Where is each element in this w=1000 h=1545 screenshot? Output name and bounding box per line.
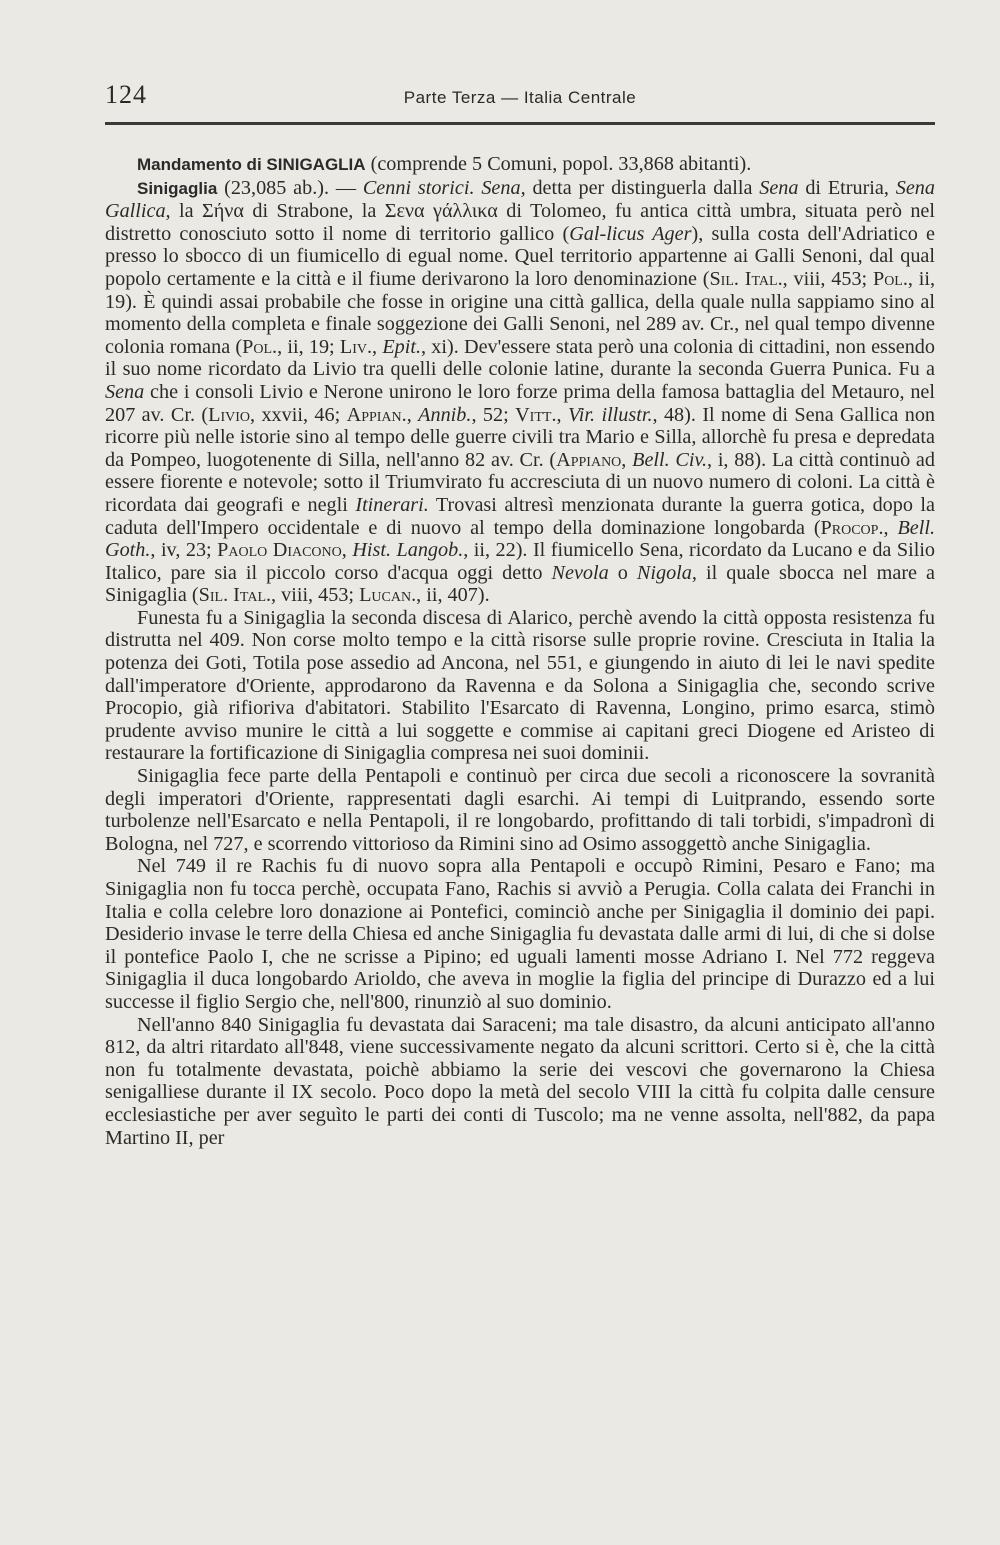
paragraph-rachis: Nel 749 il re Rachis fu di nuovo sopra alla Pentapoli e occupò Rimini, Pesaro e Fano; ma Sinigaglia non fu tocca perchè, occupata Fano, Rachis si avviò a Perugia. Colla calata dei Franchi in Italia e colla celebre loro donazione ai Pontefici, cominciò anche per Sinigaglia il dominio dei papi. Desiderio invase le terre della Chiesa ed anche Sinigaglia fu devastata dalle armi di lui, di che si dolse il pontefice Paolo I, che ne scrisse a Pipino; ed uguali lamenti mosse Adriano I. Nel 772 reggeva Sinigaglia il duca longobardo Arioldo, che aveva in moglie la figlia del principe di Durazzo ed a lui successe il figlio Sergio che, nell'800, rinunziò al suo dominio.: [105, 855, 935, 1013]
section-heading-paragraph: Mandamento di SINIGAGLIA (comprende 5 Comuni, popol. 33,868 abitanti).: [137, 153, 752, 175]
header-rule: [105, 122, 935, 125]
section-heading: Mandamento di SINIGAGLIA: [137, 155, 366, 174]
running-title: Parte Terza — Italia Centrale: [403, 88, 637, 107]
paragraph-pentapoli: Sinigaglia fece parte della Pentapoli e continuò per circa due secoli a riconoscere la sovranità degli imperatori d'Oriente, rappresentati dagli esarchi. Ai tempi di Luitprando, essendo sorte turbolenze nell'Esarcato e nella Pentapoli, il re longobardo, profittando di tali torbidi, s'impadronì di Bologna, nel 727, e scorrendo vittorioso da Rimini sino ad Osimo assoggettò anche Sinigaglia.: [105, 765, 935, 855]
paragraph-alarico: Funesta fu a Sinigaglia la seconda discesa di Alarico, perchè avendo la città opposta resistenza fu distrutta nel 409. Non corse molto tempo e la città risorse sulle proprie rovine. Cresciuta in Italia la potenza dei Goti, Totila pose assedio ad Ancona, nel 551, e giungendo in aiuto di lei le navi spedite dall'imperatore d'Oriente, approdarono da Ravenna e da Solona a Sinigaglia che, secondo scrive Procopio, già rifioriva d'abitatori. Stabilito l'Esarcato di Ravenna, Longino, primo esarca, stimò prudente avviso munire le città a lui soggette e commise ai capitani greci Diogene ed Aristeo di restaurare la fortificazione di Sinigaglia compresa nei suoi dominii.: [105, 606, 935, 765]
page-body: [105, 153, 935, 1149]
paragraph-saraceni: Nell'anno 840 Sinigaglia fu devastata dai Saraceni; ma tale disastro, da alcuni anticipato all'anno 812, da altri ritardato all'848, viene successivamente negato da alcuni scrittori. Certo si è, che la città non fu totalmente devastata, poichè abbiamo la serie dei vescovi che governarono la Chiesa senigalliese durante il IX secolo. Poco dopo la metà del secolo VIII la città fu colpita dalle censure ecclesiastiche per aver seguìto le parti dei conti di Tuscolo; ma ne venne assolta, nell'882, da papa Martino II, per: [105, 1013, 935, 1149]
page-number: 124: [105, 80, 147, 109]
page-header: [105, 80, 935, 120]
paragraph-history: Sinigaglia (23,085 ab.). — Cenni storici. Sena, detta per distinguerla dalla Sena di Etruria, Sena Gallica, la Σήνα di Strabone, la Σενα γάλλικα di Tolomeo, fu antica città umbra, situata però nel distretto conosciuto sotto il nome di territorio gallico (Gal-licus Ager), sulla costa dell'Adriatico e presso lo sbocco di un fiumicello di egual nome. Quel territorio appartenne ai Galli Senoni, dal qual popolo certamente e la città e il fiume derivarono la loro denominazione (Sil. Ital., viii, 453; Pol., ii, 19). È quindi assai probabile che fosse in origine una città gallica, della quale nulla sappiamo sino al momento della completa e finale soggezione dei Galli Senoni, nel 289 av. Cr., nel qual tempo divenne colonia romana (Pol., ii, 19; Liv., Epit., xi). Dev'essere stata però una colonia di cittadini, non essendo il suo nome ricordato da Livio tra quelli delle colonie latine, durante la seconda Guerra Punica. Fu a Sena che i consoli Livio e Nerone unirono le loro forze prima della famosa battaglia del Metauro, nel 207 av. Cr. (Livio, xxvii, 46; Appian., Annib., 52; Vitt., Vir. illustr., 48). Il nome di Sena Gallica non ricorre più nelle istorie sino al tempo delle guerre civili tra Mario e Silla, allorchè fu presa e depredata da Pompeo, luogotenente di Silla, nell'anno 82 av. Cr. (Appiano, Bell. Civ., i, 88). La città continuò ad essere fiorente e notevole; sotto il Triumvirato fu accresciuta di un nuovo numero di coloni. La città è ricordata dai geografi e negli Itinerari. Trovasi altresì menzionata durante la guerra gotica, dopo la caduta dell'Impero occidentale e di nuovo al tempo della dominazione longobarda (Procop., Bell. Goth., iv, 23; Paolo Diacono, Hist. Langob., ii, 22). Il fiumicello Sena, ricordato da Lucano e da Silio Italico, pare sia il piccolo corso d'acqua oggi detto Nevola o Nigola, il quale sbocca nel mare a Sinigaglia (Sil. Ital., viii, 453; Lucan., ii, 407).: [105, 176, 936, 607]
